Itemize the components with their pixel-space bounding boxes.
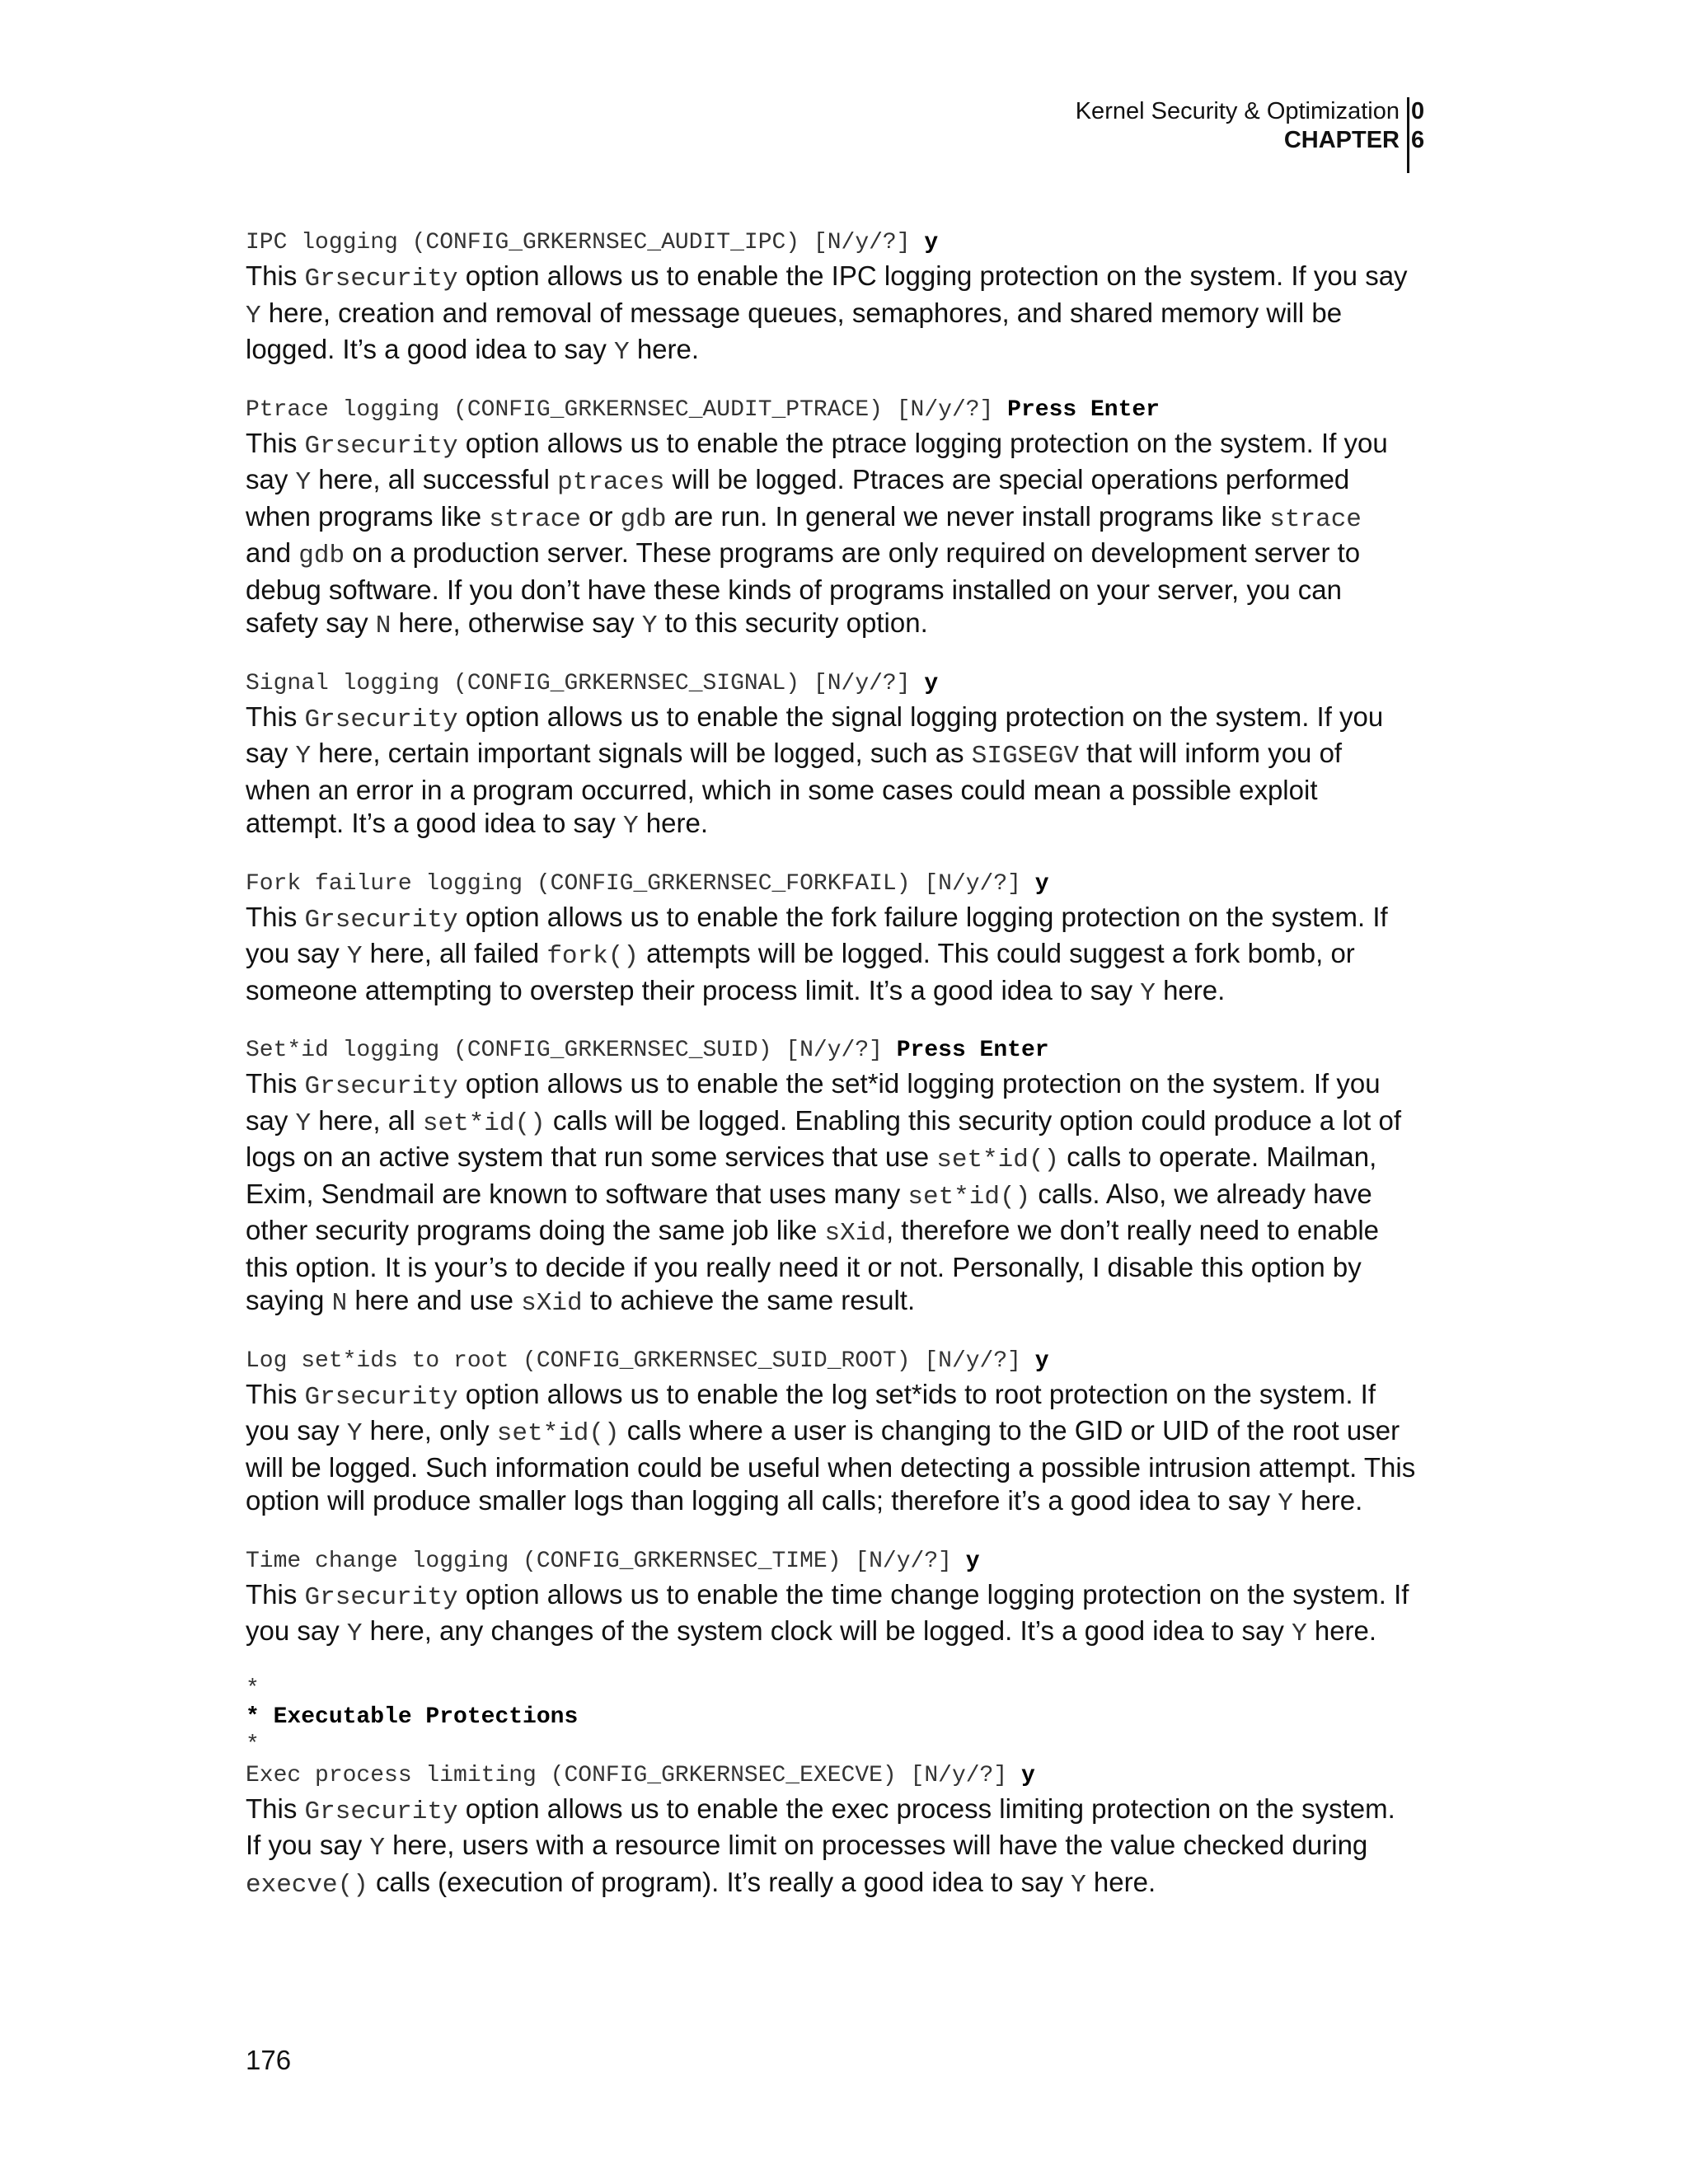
inline-code: Grsecurity — [304, 1072, 458, 1101]
config-description — [246, 901, 1437, 1011]
text-run: when an error in a program occurred, which in some cases could mean a possible exploit — [246, 774, 1318, 805]
inline-code: fork() — [546, 942, 639, 971]
text-run: say — [246, 1104, 296, 1136]
text-run: This — [246, 1793, 305, 1824]
inline-code: execve() — [246, 1870, 368, 1900]
config-answer: Press Enter — [896, 1038, 1049, 1063]
chapter-digit-1: 0 — [1411, 98, 1425, 124]
page-body — [246, 227, 1437, 1926]
config-prompt — [246, 1760, 1437, 1793]
inline-code: Y — [1292, 1619, 1307, 1648]
inline-code: set*id() — [422, 1108, 546, 1138]
inline-code: Y — [346, 942, 363, 971]
text-run: here. — [629, 334, 700, 364]
config-prompt — [246, 668, 1437, 701]
inline-code: gdb — [298, 541, 345, 570]
executable-protections-block — [246, 1675, 1437, 1903]
text-run: here, all failed — [362, 938, 547, 968]
config-option-block — [246, 1545, 1437, 1652]
config-prompt-text: Log set*ids to root (CONFIG_GRKERNSEC_SUID_ROOT) [N/y/?] — [246, 1347, 1035, 1374]
text-run: attempt. It’s a good idea to say — [246, 808, 624, 838]
text-run: saying — [246, 1285, 332, 1315]
config-option-block — [246, 227, 1437, 370]
text-run: option allows us to enable the time change logging protection on the system. If — [457, 1578, 1409, 1610]
config-prompt — [246, 227, 1437, 260]
text-run: calls will be logged. Enabling this security option could produce a lot of — [545, 1104, 1401, 1136]
config-option-block — [246, 668, 1437, 844]
text-run: logs on an active system that run some services that use — [246, 1141, 937, 1172]
inline-code: Y — [295, 468, 312, 497]
config-description — [246, 427, 1437, 644]
inline-code: ptraces — [557, 468, 665, 497]
text-run: here. — [1085, 1866, 1156, 1897]
config-option-block — [246, 1034, 1437, 1321]
page-number: 176 — [246, 2045, 292, 2075]
text-run: option allows us to enable the IPC logging protection on the system. If you say — [457, 260, 1408, 291]
text-run: calls to operate. Mailman, — [1059, 1141, 1377, 1172]
text-run: This — [246, 1378, 305, 1409]
config-description — [246, 701, 1437, 844]
text-run: someone attempting to overstep their process limit. It’s a good idea to say — [246, 974, 1141, 1005]
text-run: here. — [1155, 974, 1226, 1005]
config-description — [246, 1578, 1437, 1652]
text-run: logged. It’s a good idea to say — [246, 334, 615, 364]
text-run: option allows us to enable the log set*ids to root protection on the system. If — [457, 1378, 1376, 1409]
text-run: you say — [246, 938, 347, 968]
text-run: you say — [246, 1415, 347, 1446]
text-run: here, otherwise say — [391, 607, 642, 638]
text-run: are run. In general we never install programs like — [666, 500, 1270, 532]
text-run: This — [246, 260, 305, 291]
text-run: to achieve the same result. — [582, 1285, 916, 1315]
inline-code: Y — [246, 301, 261, 330]
text-run: here. — [1306, 1615, 1377, 1646]
text-run: attempts will be logged. This could suggest a fork bomb, or — [638, 938, 1355, 968]
inline-code: strace — [489, 504, 581, 534]
text-run: option allows us to enable the exec process limiting protection on the system. — [457, 1793, 1395, 1824]
text-run: here, only — [362, 1415, 497, 1446]
text-run: say — [246, 464, 296, 494]
text-run: here, creation and removal of message queues, semaphores, and shared memory will be — [260, 297, 1343, 328]
config-prompt-text: Signal logging (CONFIG_GRKERNSEC_SIGNAL) [N/y/?] — [246, 670, 925, 696]
text-run: debug software. If you don’t have these kinds of programs installed on your server, you can — [246, 574, 1342, 605]
text-run: to this security option. — [657, 607, 928, 638]
inline-code: Y — [295, 1108, 312, 1138]
comment-star-line: * — [246, 1732, 260, 1758]
text-run: option allows us to enable the ptrace logging protection on the system. If you — [457, 427, 1388, 458]
config-answer: y — [924, 670, 939, 696]
text-run: calls. Also, we already have — [1030, 1178, 1372, 1209]
text-run: here. — [1292, 1485, 1363, 1516]
chapter-digit-2: 6 — [1411, 127, 1425, 153]
section-heading — [246, 1704, 1437, 1732]
text-run: calls where a user is changing to the GID or UID of the root user — [619, 1415, 1400, 1446]
text-run: option will produce smaller logs than logging all calls; therefore it’s a good idea to say — [246, 1485, 1278, 1516]
text-run: option allows us to enable the set*id logging protection on the system. If you — [457, 1068, 1381, 1099]
config-answer: y — [1020, 1762, 1035, 1788]
text-run: this option. It is your’s to decide if you really need it or not. Personally, I disable this option by — [246, 1251, 1362, 1282]
text-run: , therefore we don’t really need to enable — [885, 1215, 1379, 1245]
comment-star-line: * — [246, 1675, 260, 1702]
header-divider — [1407, 97, 1409, 173]
inline-code: Grsecurity — [304, 265, 458, 293]
config-description — [246, 1067, 1437, 1321]
config-prompt-text: IPC logging (CONFIG_GRKERNSEC_AUDIT_IPC) [N/y/?] — [246, 230, 925, 255]
config-answer: y — [1034, 870, 1049, 897]
text-run: here. — [638, 808, 709, 838]
inline-code: sXid — [824, 1219, 886, 1248]
text-run: that will inform you of — [1078, 738, 1343, 768]
inline-code: gdb — [620, 504, 667, 534]
config-prompt — [246, 1345, 1437, 1378]
inline-code: Y — [1071, 1870, 1086, 1900]
text-run: option allows us to enable the fork failure logging protection on the system. If — [457, 901, 1388, 932]
text-run: This — [246, 1068, 305, 1099]
inline-code: Y — [623, 812, 639, 841]
inline-code: set*id() — [907, 1182, 1031, 1212]
text-run: option allows us to enable the signal logging protection on the system. If you — [457, 701, 1384, 732]
inline-code: Grsecurity — [304, 1797, 458, 1826]
text-run: when programs like — [246, 500, 490, 532]
config-prompt — [246, 394, 1437, 427]
inline-code: Y — [346, 1419, 363, 1448]
config-answer: y — [924, 230, 939, 255]
config-description — [246, 1793, 1437, 1903]
config-answer: y — [1034, 1347, 1049, 1374]
inline-code: Y — [346, 1619, 363, 1648]
inline-code: Grsecurity — [304, 1382, 458, 1412]
text-run: This — [246, 427, 305, 458]
config-prompt-text: Set*id logging (CONFIG_GRKERNSEC_SUID) [N/y/?] — [246, 1038, 897, 1063]
text-run: you say — [246, 1615, 347, 1646]
config-description — [246, 1378, 1437, 1521]
text-run: on a production server. These programs are only required on development server to — [345, 537, 1361, 568]
text-run: This — [246, 701, 305, 732]
header-chapter-number — [1411, 97, 1426, 155]
inline-code: Y — [1140, 978, 1156, 1008]
inline-code: N — [375, 612, 392, 640]
text-run: and — [246, 537, 299, 568]
config-answer: y — [965, 1548, 980, 1574]
config-option-block — [246, 1345, 1437, 1521]
inline-code: strace — [1269, 504, 1362, 534]
text-run: will be logged. Such information could be useful when detecting a possible intrusion attempt. This — [246, 1451, 1416, 1483]
text-run: Exim, Sendmail are known to software that uses many — [246, 1178, 908, 1209]
header-chapter-label: CHAPTER — [1283, 127, 1400, 153]
config-prompt — [246, 1034, 1437, 1067]
text-run: calls (execution of program). It’s really a good idea to say — [368, 1866, 1071, 1897]
text-run: other security programs doing the same job like — [246, 1215, 825, 1245]
text-run: here, all successful — [311, 464, 558, 494]
header-title: Kernel Security & Optimization — [1075, 98, 1400, 124]
text-run: here, certain important signals will be logged, such as — [311, 738, 972, 768]
config-prompt — [246, 868, 1437, 901]
config-prompt-text: Fork failure logging (CONFIG_GRKERNSEC_FORKFAIL) [N/y/?] — [246, 870, 1035, 897]
header-text — [1076, 97, 1400, 155]
config-option-block — [246, 868, 1437, 1011]
inline-code: Y — [641, 612, 658, 640]
config-description — [246, 260, 1437, 370]
inline-code: Grsecurity — [304, 431, 458, 461]
config-answer: Press Enter — [1007, 396, 1160, 423]
text-run: say — [246, 738, 296, 768]
text-run: safety say — [246, 607, 376, 638]
text-run: here, any changes of the system clock will be logged. It’s a good idea to say — [362, 1615, 1292, 1646]
inline-code: Y — [295, 742, 312, 771]
text-run: If you say — [246, 1830, 370, 1860]
text-run: here, all — [311, 1104, 423, 1136]
text-run: will be logged. Ptraces are special operations performed — [664, 464, 1350, 494]
inline-code: sXid — [521, 1289, 583, 1318]
text-run: here and use — [347, 1285, 522, 1315]
config-prompt — [246, 1545, 1437, 1578]
config-prompt-text: Time change logging (CONFIG_GRKERNSEC_TIME) [N/y/?] — [246, 1548, 966, 1574]
text-run: This — [246, 1578, 305, 1610]
inline-code: set*id() — [496, 1419, 620, 1448]
text-run: or — [580, 500, 621, 532]
config-sections — [246, 227, 1437, 1652]
inline-code: set*id() — [936, 1146, 1060, 1174]
inline-code: Grsecurity — [304, 905, 458, 935]
inline-code: SIGSEGV — [971, 742, 1079, 771]
section-heading-text: * Executable Protections — [246, 1704, 579, 1730]
text-run: here, users with a resource limit on processes will have the value checked during — [385, 1830, 1368, 1860]
inline-code: N — [331, 1289, 348, 1318]
inline-code: Grsecurity — [304, 1582, 458, 1612]
inline-code: Y — [1278, 1489, 1293, 1518]
running-header — [931, 97, 1426, 173]
inline-code: Grsecurity — [304, 705, 458, 734]
text-run: This — [246, 901, 305, 932]
config-prompt-text: Ptrace logging (CONFIG_GRKERNSEC_AUDIT_PTRACE) [N/y/?] — [246, 396, 1008, 423]
config-option-block — [246, 394, 1437, 644]
config-prompt-text: Exec process limiting (CONFIG_GRKERNSEC_EXECVE) [N/y/?] — [246, 1762, 1021, 1788]
inline-code: Y — [614, 338, 630, 367]
inline-code: Y — [369, 1834, 386, 1863]
